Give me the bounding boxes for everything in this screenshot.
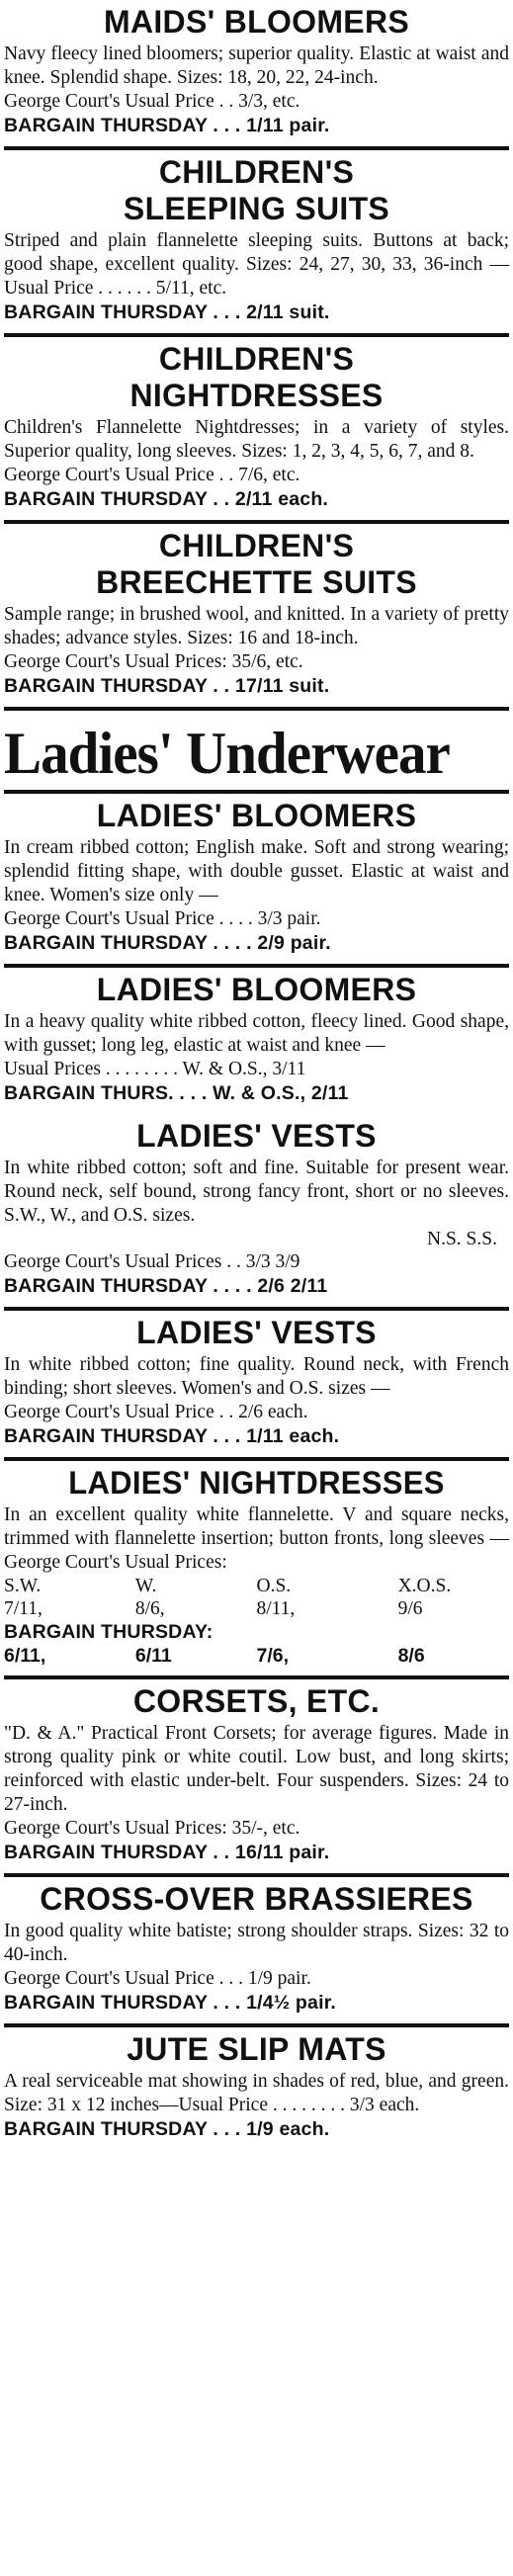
item-description: In good quality white batiste; strong shoulder straps. Sizes: 32 to 40-inch. [4, 1921, 509, 1965]
childrens-item [4, 337, 509, 524]
misc-item [4, 2027, 509, 2150]
size-label: O.S. [256, 1576, 292, 1596]
item-description: In an excellent quality white flannelette. V and square necks, trimmed with flannelette insertion; button fronts, long sleeves — George Court's Usual Prices: [4, 1504, 509, 1573]
usual-price: George Court's Usual Price . . 7/6, etc. [4, 465, 300, 485]
section-title: Ladies' Underwear [4, 721, 450, 786]
childrens-item [4, 524, 509, 707]
item-heading: NIGHTDRESSES [129, 378, 384, 413]
bargain-price-cell: 6/11, [4, 1645, 46, 1667]
bargain-price: BARGAIN THURSDAY . . . . 2/6 2/11 [4, 1275, 328, 1297]
ladies-bloomers-item [4, 968, 509, 1114]
ladies-vests-item [4, 1114, 509, 1311]
item-description: Children's Flannelette Nightdresses; in a variety of styles. Superior quality, long sleeves. Sizes: 1, 2, 3, 4, 5, 6, 7, and 8. [4, 417, 509, 462]
bargain-label: BARGAIN THURSDAY: [4, 1621, 214, 1643]
usual-price-cell: 8/11, [256, 1598, 296, 1619]
bargain-price-cell: 7/6, [256, 1645, 290, 1667]
bargain-price: BARGAIN THURSDAY . . . . 2/9 pair. [4, 932, 331, 954]
usual-price-cell: 7/11, [4, 1598, 43, 1619]
item-heading: LADIES' NIGHTDRESSES [68, 1465, 445, 1501]
ladies-nightdresses-item [4, 1461, 509, 1679]
item-heading: LADIES' VESTS [136, 1315, 377, 1350]
item-heading: JUTE SLIP MATS [127, 2031, 386, 2067]
misc-item [4, 1679, 509, 1877]
item-heading: CHILDREN'S [158, 341, 355, 377]
item-description: In white ribbed cotton; fine quality. Round neck, with French binding; short sleeves. Women's and O.S. sizes — [4, 1354, 509, 1399]
bargain-price: BARGAIN THURSDAY . . . 1/4½ pair. [4, 1992, 337, 2014]
item-description: In white ribbed cotton; soft and fine. Suitable for present wear. Round neck, self bound, strong fancy front, short or no sleeves. S.W., W., and O.S. sizes. [4, 1158, 509, 1226]
item-description: A real serviceable mat showing in shades of red, blue, and green. Size: 31 x 12 inches—Usual Price . . . . . . . . 3/3 each. [4, 2071, 509, 2115]
ladies-vests-item [4, 1311, 509, 1461]
usual-price: Usual Prices . . . . . . . . W. & O.S., 3/11 [4, 1059, 306, 1079]
bargain-price: BARGAIN THURSDAY . . 17/11 suit. [4, 675, 330, 697]
size-label: X.O.S. [397, 1576, 452, 1596]
usual-price-cell: 8/6, [134, 1598, 165, 1619]
childrens-section [4, 0, 509, 707]
usual-price: George Court's Usual Prices . . 3/3 3/9 [4, 1251, 300, 1272]
item-heading: CROSS-OVER BRASSIERES [40, 1881, 473, 1917]
item-description: Striped and plain flannelette sleeping suits. Buttons at back; good shape, excellent quality. Sizes: 24, 27, 30, 33, 36-inch — Usual Price . . . . . . 5/11, etc. [4, 230, 509, 299]
size-label: W. [134, 1576, 157, 1596]
usual-price: George Court's Usual Price . . . . 3/3 pair. [4, 908, 321, 929]
item-description: "D. & A." Practical Front Corsets; for average figures. Made in strong quality pink or white coutil. Low bust, and long skirts; reinforced with elastic under-belt. Four suspenders. Sizes: 24 to 27-inch. [4, 1723, 509, 1815]
usual-price: George Court's Usual Prices: 35/6, etc. [4, 651, 303, 672]
item-description: In cream ribbed cotton; English make. Soft and strong wearing; splendid fitting shape, with double gusset. Elastic at waist and knee. Women's size only — [4, 837, 509, 905]
section-divider [4, 707, 509, 711]
item-heading: LADIES' VESTS [136, 1118, 377, 1154]
usual-price: George Court's Usual Price . . 2/6 each. [4, 1402, 308, 1422]
item-description: Sample range; in brushed wool, and knitted. In a variety of pretty shades; advance styles. Sizes: 16 and 18-inch. [4, 604, 509, 648]
bargain-price: BARGAIN THURSDAY . . . 1/11 pair. [4, 115, 330, 136]
childrens-item [4, 150, 509, 337]
item-description: In a heavy quality white ribbed cotton, fleecy lined. Good shape, with gusset; long leg, elastic at waist and knee — [4, 1011, 509, 1056]
price-columns-header: N.S. S.S. [427, 1229, 497, 1249]
size-label: S.W. [4, 1576, 42, 1596]
ladies-section [4, 794, 509, 1114]
item-heading: CHILDREN'S [158, 154, 355, 190]
item-description: Navy fleecy lined bloomers; superior quality. Elastic at waist and knee. Splendid shape. Sizes: 18, 20, 22, 24-inch. [4, 43, 509, 88]
misc-item [4, 1877, 509, 2027]
bargain-prices-row [4, 1645, 509, 1668]
bargain-price: BARGAIN THURSDAY . . . 1/9 each. [4, 2118, 330, 2140]
usual-price: George Court's Usual Prices: 35/-, etc. [4, 1818, 300, 1839]
item-heading: LADIES' BLOOMERS [96, 972, 417, 1007]
item-heading: BREECHETTE SUITS [96, 564, 417, 600]
item-heading: SLEEPING SUITS [123, 191, 390, 226]
bargain-price: BARGAIN THURSDAY . . . 2/11 suit. [4, 301, 330, 323]
ladies-bloomers-item [4, 794, 509, 968]
bargain-price: BARGAIN THURSDAY . . 16/11 pair. [4, 1842, 330, 1863]
misc-section [4, 1679, 509, 2150]
bargain-price: BARGAIN THURSDAY . . 2/11 each. [4, 488, 329, 510]
bargain-price: BARGAIN THURS. . . . W. & O.S., 2/11 [4, 1082, 349, 1104]
bargain-price-cell: 6/11 [134, 1645, 172, 1667]
usual-price-cell: 9/6 [397, 1598, 423, 1619]
childrens-item [4, 0, 509, 150]
usual-price: George Court's Usual Price . . 3/3, etc. [4, 91, 300, 112]
item-heading: MAIDS' BLOOMERS [104, 4, 409, 40]
bargain-price: BARGAIN THURSDAY . . . 1/11 each. [4, 1425, 340, 1447]
usual-prices-row [4, 1597, 509, 1620]
bargain-price-cell: 8/6 [397, 1645, 425, 1667]
item-heading: LADIES' BLOOMERS [96, 798, 417, 833]
usual-price: George Court's Usual Price . . . 1/9 pair. [4, 1968, 311, 1989]
item-heading: CORSETS, ETC. [132, 1683, 381, 1719]
item-heading: CHILDREN'S [158, 528, 355, 563]
size-labels-row [4, 1575, 509, 1597]
